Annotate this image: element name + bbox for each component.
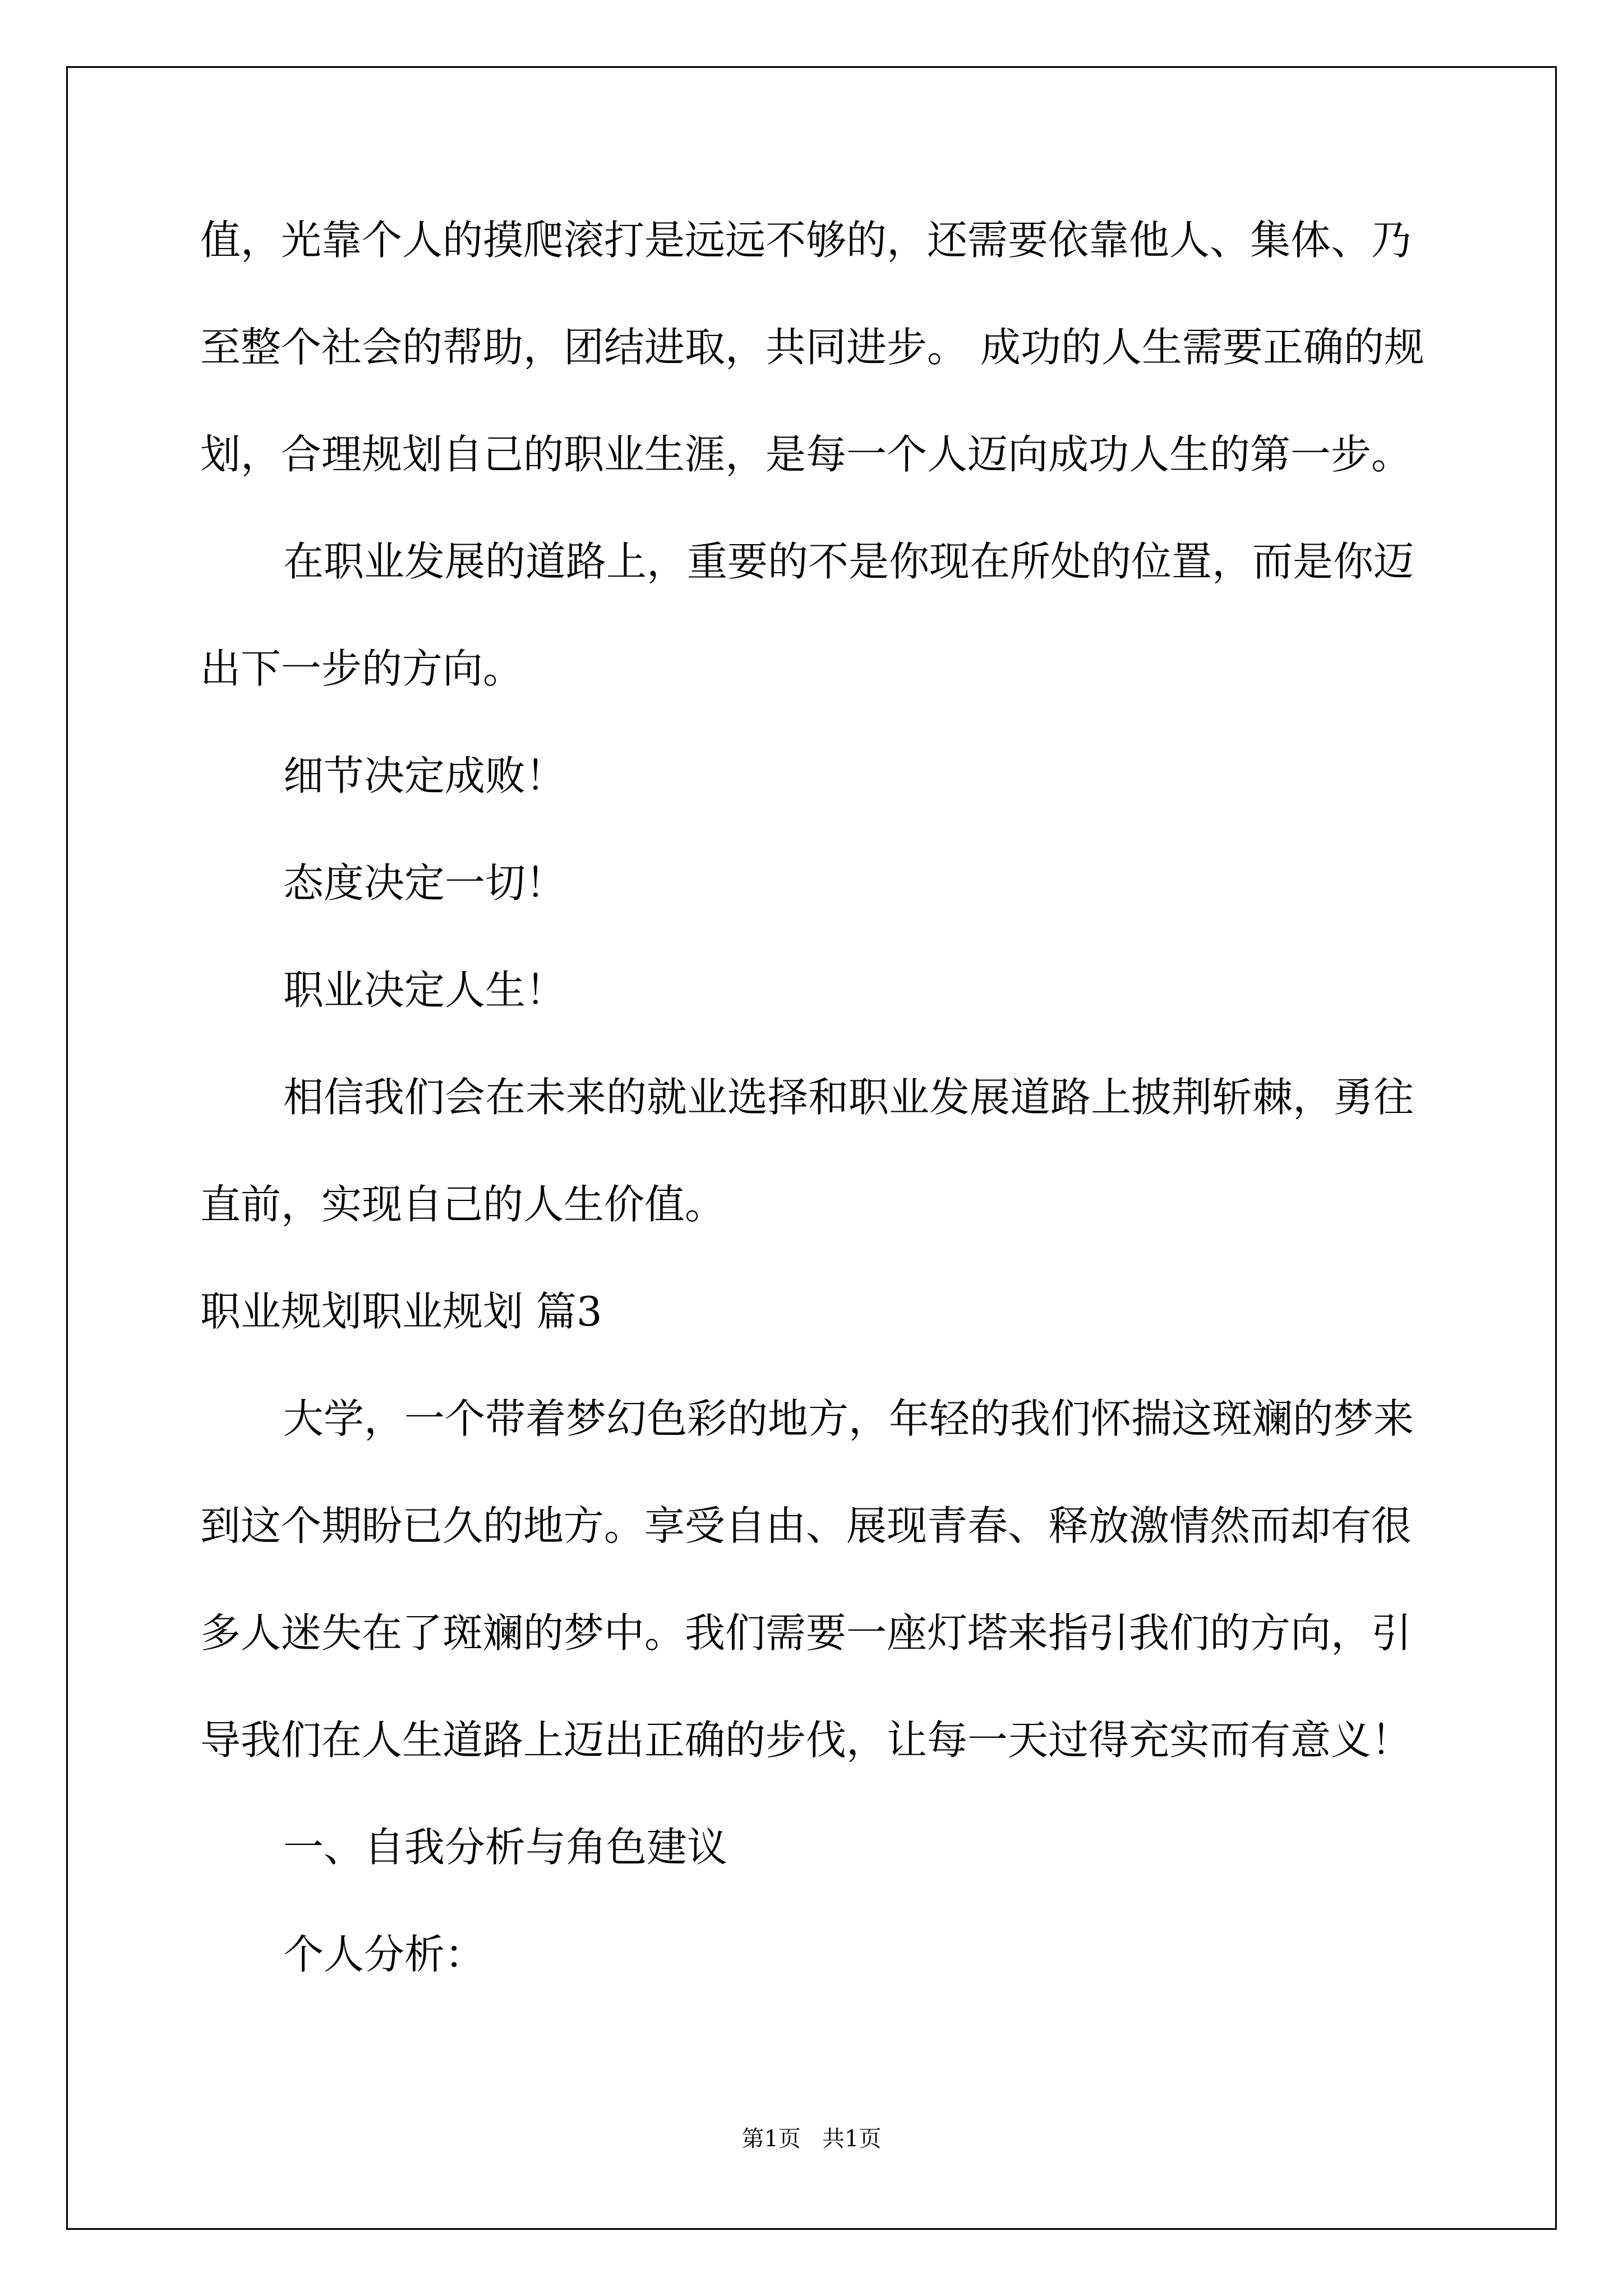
- body-text-line: 出下一步的方向。: [200, 645, 524, 692]
- body-text-line: 值，光靠个人的摸爬滚打是远远不够的，还需要依靠他人、集体、乃: [200, 217, 1412, 264]
- paragraph-first-line: 相信我们会在未来的就业选择和职业发展道路上披荆斩棘，勇往: [283, 1074, 1414, 1121]
- paragraph-first-line: 在职业发展的道路上，重要的不是你现在所处的位置，而是你迈: [283, 538, 1414, 585]
- slogan-line: 细节决定成败！: [283, 752, 566, 799]
- body-text-line: 多人迷失在了斑斓的梦中。我们需要一座灯塔来指引我们的方向，引: [200, 1609, 1412, 1657]
- body-text-line: 至整个社会的帮助，团结进取，共同进步。 成功的人生需要正确的规: [200, 324, 1424, 371]
- page-border: [66, 66, 1557, 2230]
- body-text-line: 直前，实现自己的人生价值。: [200, 1181, 726, 1228]
- page-footer: 第1页 共1页: [741, 2126, 882, 2152]
- body-text-line: 划，合理规划自己的职业生涯，是每一个人迈向成功人生的第一步。: [200, 431, 1412, 478]
- subsection-label: 个人分析：: [283, 1931, 486, 1978]
- subsection-heading: 一、自我分析与角色建议: [283, 1824, 728, 1871]
- paragraph-first-line: 大学，一个带着梦幻色彩的地方，年轻的我们怀揣这斑斓的梦来: [283, 1395, 1414, 1442]
- slogan-line: 职业决定人生！: [283, 967, 566, 1014]
- body-text-line: 导我们在人生道路上迈出正确的步伐，让每一天过得充实而有意义！: [200, 1717, 1412, 1764]
- section-heading: 职业规划职业规划 篇3: [200, 1288, 602, 1335]
- slogan-line: 态度决定一切！: [283, 859, 566, 907]
- body-text-line: 到这个期盼已久的地方。享受自由、展现青春、释放激情然而却有很: [200, 1502, 1412, 1549]
